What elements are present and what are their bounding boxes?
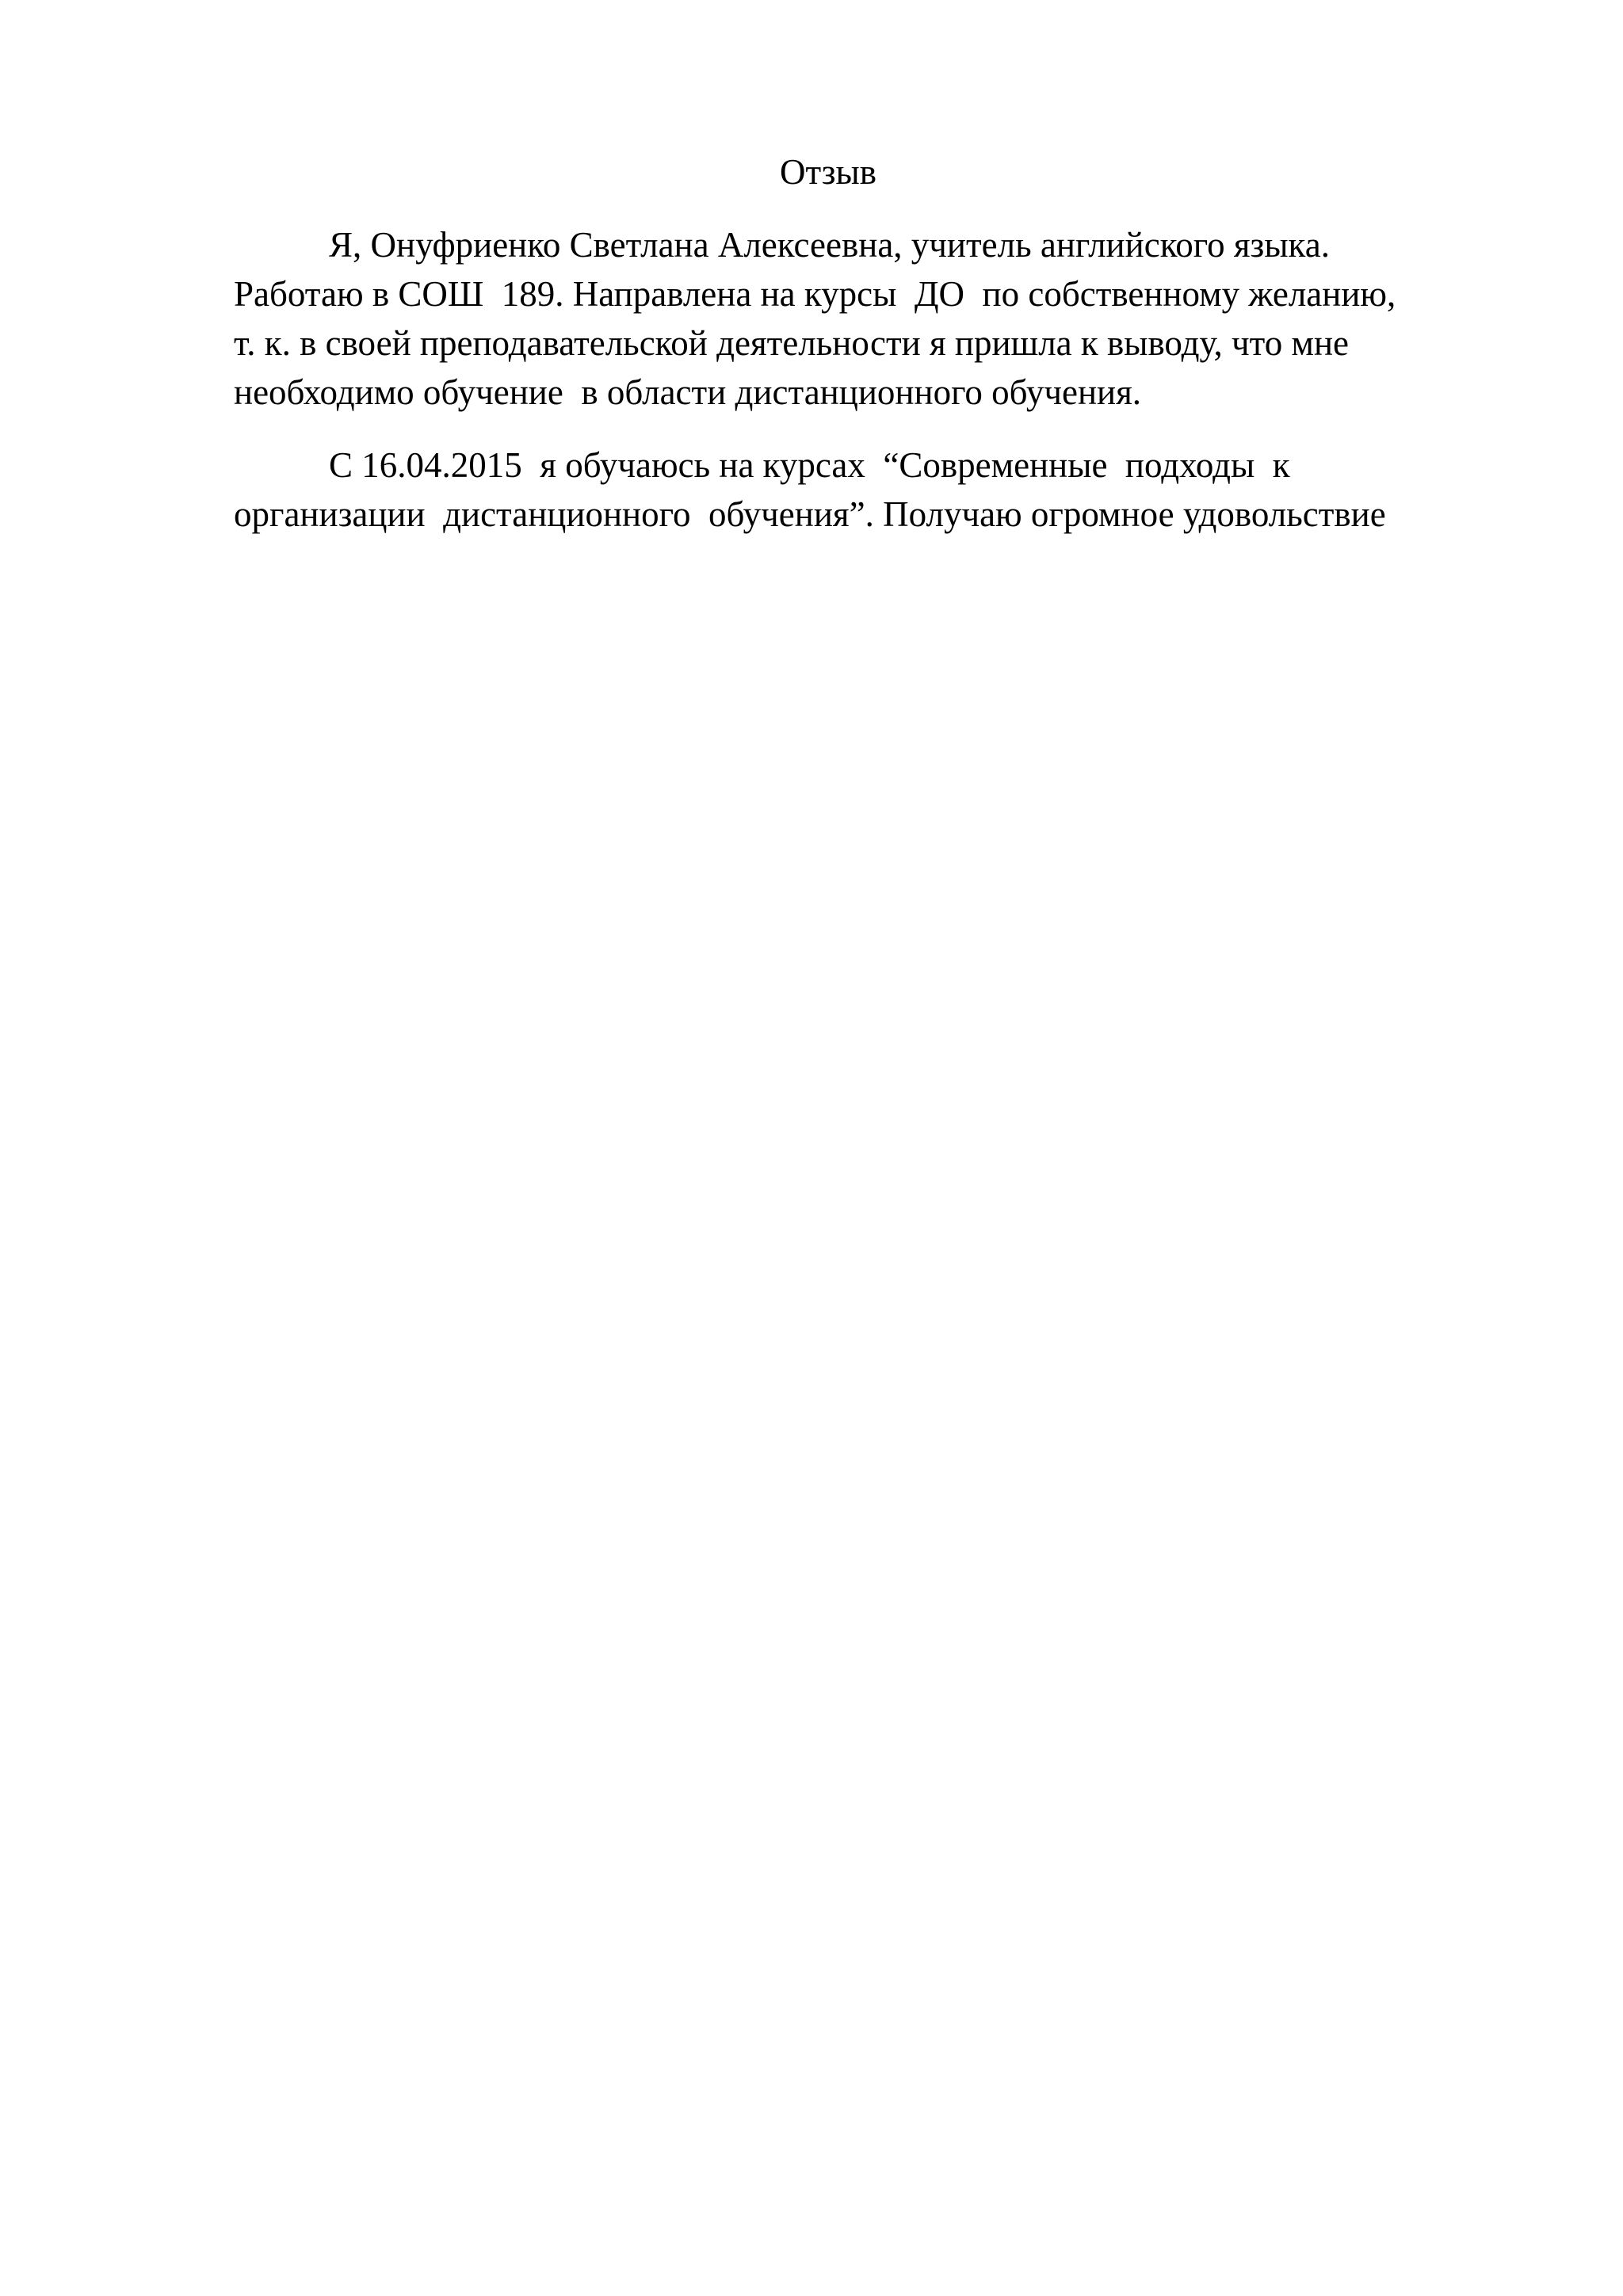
paragraph-1-line-3: т. к. в своей преподавательской деятельности я пришла к выводу, что мне	[234, 323, 1349, 363]
document-title: Отзыв	[780, 152, 876, 192]
paragraph-2-line-1: С 16.04.2015 я обучаюсь на курсах “Современные подходы к	[329, 445, 1290, 485]
paragraph-2-line-2: организации дистанционного обучения”. Получаю огромное удовольствие	[234, 494, 1386, 534]
paragraph-1-line-4: необходимо обучение в области дистанционного обучения.	[234, 372, 1142, 412]
paragraph-1	[234, 220, 1486, 417]
paragraph-2	[234, 441, 1486, 539]
document-body	[234, 151, 1486, 563]
paragraph-1-line-2: Работаю в СОШ 189. Направлена на курсы ДО по собственному желанию,	[234, 274, 1396, 314]
paragraph-1-line-1: Я, Онуфриенко Светлана Алексеевна, учитель английского языка.	[329, 225, 1330, 265]
